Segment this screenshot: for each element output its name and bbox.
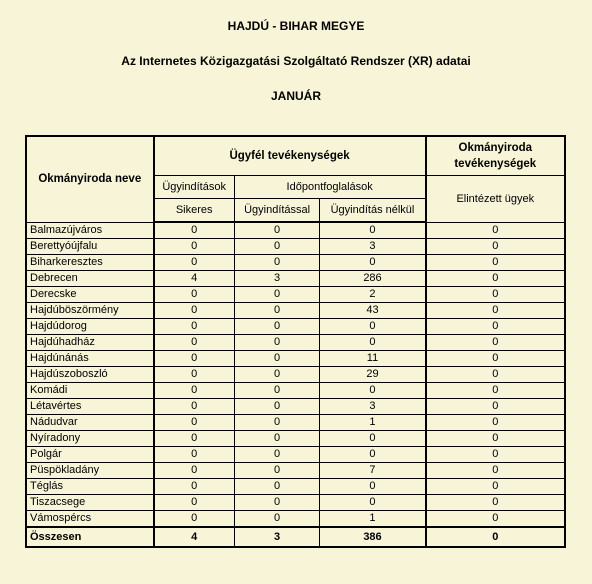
elintezett-cell: 0 xyxy=(426,367,565,383)
table-row xyxy=(26,399,565,415)
ugyinditassal-cell: 0 xyxy=(234,431,320,447)
group-office-header xyxy=(426,136,565,176)
elintezett-cell: 0 xyxy=(426,495,565,511)
total-label: Összesen xyxy=(26,527,154,547)
nelkul-cell: 0 xyxy=(320,222,426,239)
col-sikeres-header: Sikeres xyxy=(154,199,235,223)
ugyinditassal-cell: 0 xyxy=(234,399,320,415)
table-row xyxy=(26,367,565,383)
table-row xyxy=(26,271,565,287)
sikeres-cell: 0 xyxy=(154,239,235,255)
office-name-cell: Vámospércs xyxy=(26,511,154,528)
sikeres-cell: 0 xyxy=(154,303,235,319)
table-row xyxy=(26,447,565,463)
office-name-cell: Balmazújváros xyxy=(26,222,154,239)
ugyinditassal-cell: 0 xyxy=(234,335,320,351)
elintezett-cell: 0 xyxy=(426,222,565,239)
table-row xyxy=(26,463,565,479)
office-name-cell: Nyíradony xyxy=(26,431,154,447)
nelkul-cell: 0 xyxy=(320,495,426,511)
office-name-cell: Hajdúszoboszló xyxy=(26,367,154,383)
ugyinditassal-cell: 0 xyxy=(234,255,320,271)
ugyinditassal-cell: 0 xyxy=(234,319,320,335)
elintezett-cell: 0 xyxy=(426,351,565,367)
table-row xyxy=(26,287,565,303)
table-row xyxy=(26,431,565,447)
group-client-header: Ügyfél tevékenységek xyxy=(154,136,426,176)
total-elintezett: 0 xyxy=(426,527,565,547)
ugyinditassal-cell: 0 xyxy=(234,383,320,399)
table-row xyxy=(26,383,565,399)
table-row xyxy=(26,415,565,431)
col-ugyinditassal-header: Ügyindítással xyxy=(234,199,320,223)
sikeres-cell: 0 xyxy=(154,431,235,447)
nelkul-cell: 7 xyxy=(320,463,426,479)
sikeres-cell: 0 xyxy=(154,399,235,415)
office-name-cell: Létavértes xyxy=(26,399,154,415)
nelkul-cell: 0 xyxy=(320,255,426,271)
statistics-table xyxy=(25,135,566,548)
elintezett-cell: 0 xyxy=(426,335,565,351)
sikeres-cell: 0 xyxy=(154,383,235,399)
office-name-cell: Debrecen xyxy=(26,271,154,287)
office-name-cell: Hajdúnánás xyxy=(26,351,154,367)
sikeres-cell: 0 xyxy=(154,255,235,271)
total-nelkul: 386 xyxy=(320,527,426,547)
nelkul-cell: 29 xyxy=(320,367,426,383)
elintezett-cell: 0 xyxy=(426,479,565,495)
elintezett-cell: 0 xyxy=(426,463,565,479)
col-office-header: Okmányiroda neve xyxy=(26,136,154,222)
ugyinditassal-cell: 0 xyxy=(234,479,320,495)
sikeres-cell: 0 xyxy=(154,479,235,495)
ugyinditassal-cell: 0 xyxy=(234,447,320,463)
sikeres-cell: 0 xyxy=(154,287,235,303)
office-name-cell: Polgár xyxy=(26,447,154,463)
office-name-cell: Komádi xyxy=(26,383,154,399)
sikeres-cell: 0 xyxy=(154,319,235,335)
nelkul-cell: 1 xyxy=(320,511,426,528)
office-name-cell: Tiszacsege xyxy=(26,495,154,511)
ugyinditassal-cell: 0 xyxy=(234,222,320,239)
nelkul-cell: 43 xyxy=(320,303,426,319)
elintezett-cell: 0 xyxy=(426,239,565,255)
report-subtitle: Az Internetes Közigazgatási Szolgáltató Rendszer (XR) adatai xyxy=(121,54,471,68)
sikeres-cell: 0 xyxy=(154,463,235,479)
sikeres-cell: 0 xyxy=(154,511,235,528)
nelkul-cell: 3 xyxy=(320,239,426,255)
ugyinditassal-cell: 0 xyxy=(234,495,320,511)
nelkul-cell: 3 xyxy=(320,399,426,415)
office-name-cell: Püspökladány xyxy=(26,463,154,479)
sikeres-cell: 0 xyxy=(154,367,235,383)
office-name-cell: Téglás xyxy=(26,479,154,495)
elintezett-cell: 0 xyxy=(426,255,565,271)
nelkul-cell: 0 xyxy=(320,447,426,463)
ugyinditassal-cell: 0 xyxy=(234,367,320,383)
total-ugyinditassal: 3 xyxy=(234,527,320,547)
nelkul-cell: 0 xyxy=(320,319,426,335)
nelkul-cell: 286 xyxy=(320,271,426,287)
elintezett-cell: 0 xyxy=(426,271,565,287)
office-name-cell: Hajdúdorog xyxy=(26,319,154,335)
office-name-cell: Nádudvar xyxy=(26,415,154,431)
total-row xyxy=(26,527,565,547)
header-row-1 xyxy=(26,136,565,176)
ugyinditassal-cell: 0 xyxy=(234,415,320,431)
nelkul-cell: 0 xyxy=(320,335,426,351)
table-row xyxy=(26,495,565,511)
sub-ugyinditasok-header: Ügyindítások xyxy=(154,176,235,199)
office-name-cell: Derecske xyxy=(26,287,154,303)
elintezett-cell: 0 xyxy=(426,399,565,415)
elintezett-cell: 0 xyxy=(426,415,565,431)
group-office-label: Okmányiroda tevékenységek xyxy=(454,142,537,170)
nelkul-cell: 0 xyxy=(320,479,426,495)
ugyinditassal-cell: 0 xyxy=(234,351,320,367)
table-row xyxy=(26,239,565,255)
sikeres-cell: 0 xyxy=(154,447,235,463)
table-row xyxy=(26,255,565,271)
office-name-cell: Berettyóújfalu xyxy=(26,239,154,255)
county-title: HAJDÚ - BIHAR MEGYE xyxy=(227,19,365,33)
table-row xyxy=(26,319,565,335)
ugyinditassal-cell: 0 xyxy=(234,239,320,255)
table-body xyxy=(26,222,565,527)
nelkul-cell: 11 xyxy=(320,351,426,367)
sikeres-cell: 0 xyxy=(154,351,235,367)
office-name-cell: Hajdúböszörmény xyxy=(26,303,154,319)
elintezett-cell: 0 xyxy=(426,511,565,528)
ugyinditassal-cell: 0 xyxy=(234,287,320,303)
nelkul-cell: 0 xyxy=(320,431,426,447)
office-name-cell: Hajdúhadház xyxy=(26,335,154,351)
sikeres-cell: 0 xyxy=(154,222,235,239)
nelkul-cell: 1 xyxy=(320,415,426,431)
table-row xyxy=(26,222,565,239)
elintezett-cell: 0 xyxy=(426,447,565,463)
table-row xyxy=(26,511,565,528)
ugyinditassal-cell: 3 xyxy=(234,271,320,287)
nelkul-cell: 0 xyxy=(320,383,426,399)
ugyinditassal-cell: 0 xyxy=(234,463,320,479)
table-row xyxy=(26,335,565,351)
elintezett-cell: 0 xyxy=(426,431,565,447)
sikeres-cell: 0 xyxy=(154,415,235,431)
sikeres-cell: 0 xyxy=(154,335,235,351)
sikeres-cell: 4 xyxy=(154,271,235,287)
elintezett-cell: 0 xyxy=(426,319,565,335)
table-row xyxy=(26,303,565,319)
sub-idopont-header: Időpontfoglalások xyxy=(234,176,425,199)
elintezett-cell: 0 xyxy=(426,287,565,303)
ugyinditassal-cell: 0 xyxy=(234,511,320,528)
nelkul-cell: 2 xyxy=(320,287,426,303)
table-row xyxy=(26,351,565,367)
office-name-cell: Biharkeresztes xyxy=(26,255,154,271)
table-row xyxy=(26,479,565,495)
month-title: JANUÁR xyxy=(270,89,321,103)
sikeres-cell: 0 xyxy=(154,495,235,511)
elintezett-cell: 0 xyxy=(426,303,565,319)
col-nelkul-header: Ügyindítás nélkül xyxy=(320,199,426,223)
ugyinditassal-cell: 0 xyxy=(234,303,320,319)
sub-elintezett-header: Elintézett ügyek xyxy=(426,176,565,223)
elintezett-cell: 0 xyxy=(426,383,565,399)
total-sikeres: 4 xyxy=(154,527,235,547)
